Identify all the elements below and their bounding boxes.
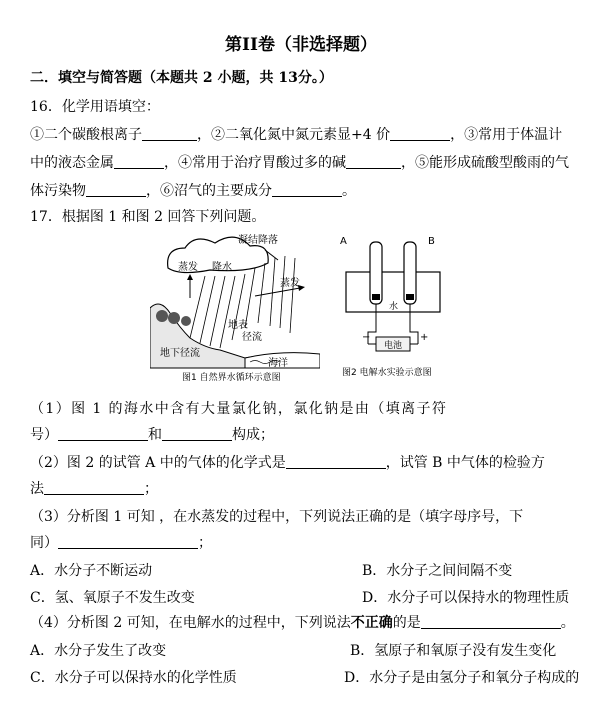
- answer-blank[interactable]: [421, 614, 561, 629]
- label-precipitation: 降水: [212, 262, 232, 273]
- label-evaporation-1: 蒸发: [178, 262, 198, 273]
- label-negative: −: [362, 332, 371, 343]
- q17-p1-line-1: （1）图 1 的海水中含有大量氯化钠，氯化钠是由（填离子符: [30, 401, 448, 417]
- q16-item-3b: 中的液态金属: [30, 155, 114, 171]
- option-c-4[interactable]: C．水分子可以保持水的化学性质: [30, 670, 237, 686]
- q16-line-1: [30, 124, 562, 144]
- option-b[interactable]: B．水分子之间间隔不变: [362, 563, 513, 579]
- answer-blank[interactable]: [162, 426, 232, 441]
- option-c[interactable]: C．氢、氧原子不发生改变: [30, 590, 195, 606]
- option-a[interactable]: A．水分子不断运动: [30, 563, 153, 579]
- answer-blank[interactable]: [86, 182, 146, 197]
- q16-item-5b: 体污染物: [30, 183, 86, 199]
- figure-1-water-cycle: [150, 228, 320, 383]
- label-positive: +: [420, 332, 429, 343]
- section-heading: 二．填空与简答题（本题共 2 小题，共 13分。）: [30, 70, 333, 86]
- q16-item-1: ①二个碳酸根离子: [30, 127, 142, 143]
- figure-2-electrolysis: [338, 232, 448, 382]
- answer-blank[interactable]: [142, 126, 197, 141]
- figure-2-caption: 图2 电解水实验示意图: [342, 368, 432, 378]
- q16-line-2: [30, 152, 569, 172]
- q16-item-3: ，③常用于体温计: [450, 127, 563, 143]
- answer-blank[interactable]: [44, 480, 144, 495]
- figure-1-caption: 图1 自然界水循环示意图: [182, 373, 281, 383]
- label-surface: 地表: [228, 320, 248, 331]
- q16-item-6: ，⑥沼气的主要成分: [146, 183, 272, 199]
- q17-p1-line-2: 号） 和 构成；: [30, 427, 274, 443]
- answer-blank[interactable]: [58, 426, 148, 441]
- q16-line-3: 体污染物 ，⑥沼气的主要成分 。: [30, 183, 356, 199]
- option-b-4[interactable]: B．氢原子和氧原子没有发生变化: [350, 643, 557, 659]
- label-water: 水: [389, 302, 399, 312]
- answer-blank[interactable]: [390, 126, 450, 141]
- label-runoff: 径流: [242, 332, 262, 343]
- emphasis-incorrect: 不正确: [350, 615, 393, 631]
- answer-blank[interactable]: [286, 454, 386, 469]
- q17-head: 17．根据图 1 和图 2 回答下列问题。: [30, 209, 266, 225]
- q17-p2-line-1: （2）图 2 的试管 A 中的气体的化学式是 ，试管 B 中气体的检验方: [30, 455, 545, 471]
- q17-p2-line-2: 法 ；: [30, 481, 158, 497]
- answer-blank[interactable]: [58, 534, 198, 549]
- option-d[interactable]: D．水分子可以保持水的物理性质: [362, 590, 570, 606]
- label-underground-runoff: 地下径流: [160, 348, 200, 359]
- q17-p4-line-1: （4）分析图 2 可知，在电解水的过程中，下列说法不正确的是 。: [30, 615, 575, 631]
- q16-item-2: ，②二氧化氮中氮元素显+4 价: [197, 127, 391, 143]
- q16-item-4: ，④常用于治疗胃酸过多的碱: [164, 155, 346, 171]
- q17-p3-line-2: 同） ；: [30, 535, 212, 551]
- option-d-4[interactable]: D．水分子是由氢分子和氧分子构成的: [344, 670, 580, 686]
- answer-blank[interactable]: [114, 154, 164, 169]
- q16-item-5: ，⑤能形成硫酸型酸雨的气: [401, 155, 569, 171]
- q16-head: 16．化学用语填空：: [30, 99, 160, 115]
- answer-blank[interactable]: [272, 182, 342, 197]
- label-condense: 凝结降落: [238, 235, 278, 246]
- label-tube-b: B: [428, 236, 435, 247]
- option-a-4[interactable]: A．水分子发生了改变: [30, 643, 167, 659]
- q17-p3-line-1: （3）分析图 1 可知 ，在水蒸发的过程中，下列说法正确的是（填字母序号，下: [30, 509, 524, 525]
- answer-blank[interactable]: [346, 154, 401, 169]
- label-battery: 电池: [384, 341, 403, 351]
- label-tube-a: A: [340, 236, 347, 247]
- label-sea: 海洋: [268, 358, 288, 369]
- page-title: 第II卷（非选择题）: [225, 35, 377, 55]
- label-evaporation-2: 蒸发: [280, 278, 300, 289]
